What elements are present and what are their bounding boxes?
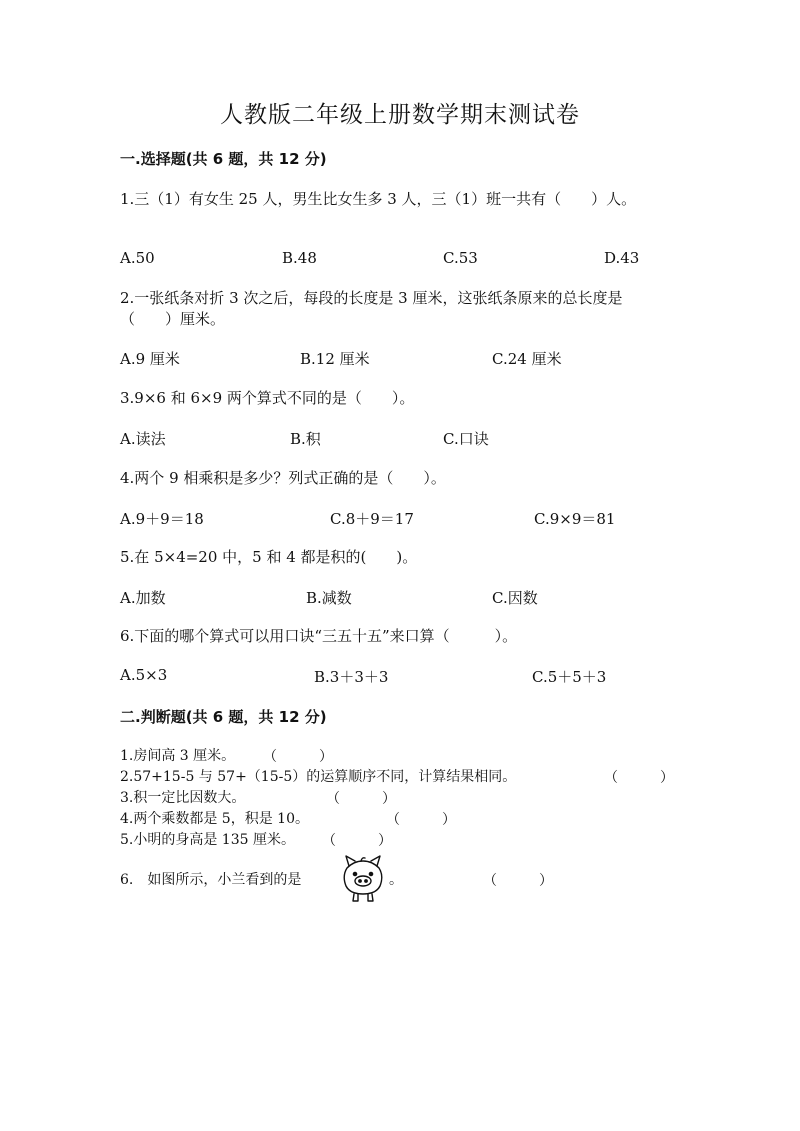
question-2-option-c: C.24 厘米 [492, 350, 562, 368]
question-1-option-d: D.43 [604, 249, 640, 267]
tf-item-6-text-end: 。 [389, 872, 403, 888]
tf-item-4-answer-paren: （ ） [386, 812, 456, 828]
question-2-text-line-2: （ ）厘米。 [120, 310, 226, 328]
question-5-option-b: B.减数 [306, 589, 352, 607]
tf-item-6-answer-paren: （ ） [483, 873, 553, 889]
question-3-option-b: B.积 [290, 430, 321, 448]
question-5-option-a: A.加数 [120, 589, 166, 607]
question-3-option-c: C.口诀 [443, 430, 489, 448]
question-6-text: 6.下面的哪个算式可以用口诀“三五十五”来口算（ ）。 [120, 627, 518, 645]
question-4-option-c: C.9×9＝81 [534, 510, 616, 528]
question-2-option-a: A.9 厘米 [120, 350, 180, 368]
tf-item-4-text: 4.两个乘数都是 5，积是 10。 [120, 811, 309, 827]
page-title: 人教版二年级上册数学期末测试卷 [220, 102, 580, 128]
tf-item-3-text: 3.积一定比因数大。 [120, 790, 246, 806]
question-1-option-b: B.48 [282, 249, 317, 267]
tf-item-6-text: 6. 如图所示，小兰看到的是 [120, 872, 302, 888]
tf-item-1-answer-paren: （ ） [263, 749, 333, 765]
tf-item-5-text: 5.小明的身高是 135 厘米。 [120, 832, 295, 848]
question-6-option-a: A.5×3 [120, 666, 168, 684]
tf-item-1-text: 1.房间高 3 厘米。 [120, 748, 236, 764]
tf-item-2-text: 2.57+15-5 与 57+（15-5）的运算顺序不同，计算结果相同。 [120, 769, 517, 785]
question-3-text: 3.9×6 和 6×9 两个算式不同的是（ ）。 [120, 389, 415, 407]
tf-item-2-answer-paren: （ ） [604, 770, 674, 786]
question-4-option-b: C.8＋9＝17 [330, 510, 414, 528]
question-2-text-line-1: 2.一张纸条对折 3 次之后，每段的长度是 3 厘米，这张纸条原来的总长度是 [120, 289, 623, 307]
question-4-text: 4.两个 9 相乘积是多少？列式正确的是（ ）。 [120, 469, 446, 487]
tf-item-3-answer-paren: （ ） [326, 791, 396, 807]
question-1-text: 1.三（1）有女生 25 人，男生比女生多 3 人，三（1）班一共有（ ）人。 [120, 190, 637, 208]
question-3-option-a: A.读法 [120, 430, 166, 448]
question-4-option-a: A.9＋9＝18 [120, 510, 204, 528]
pig-face-icon [338, 852, 388, 904]
question-1-option-c: C.53 [443, 249, 478, 267]
section-heading-true-false: 二.判断题(共 6 题，共 12 分) [120, 708, 327, 726]
question-5-text: 5.在 5×4=20 中，5 和 4 都是积的( )。 [120, 548, 418, 566]
question-5-option-c: C.因数 [492, 589, 538, 607]
question-6-option-b: B.3＋3＋3 [314, 668, 389, 686]
question-1-option-a: A.50 [120, 249, 155, 267]
question-6-option-c: C.5＋5＋3 [532, 668, 607, 686]
section-heading-choice: 一.选择题(共 6 题，共 12 分) [120, 150, 327, 168]
question-2-option-b: B.12 厘米 [300, 350, 370, 368]
tf-item-5-answer-paren: （ ） [322, 833, 392, 849]
